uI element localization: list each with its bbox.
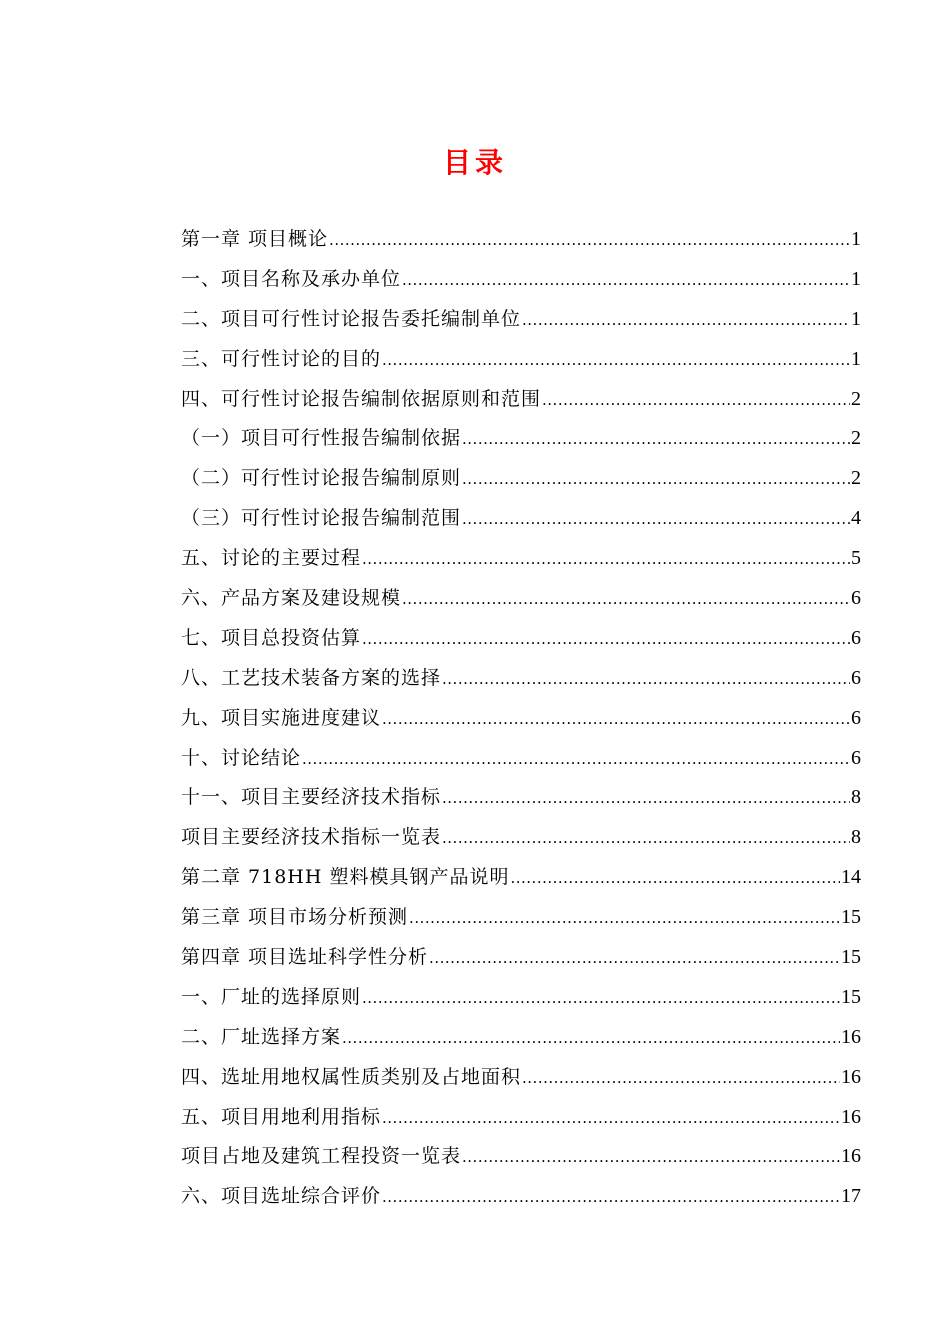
toc-entry-page: 2 [851, 467, 861, 490]
toc-dot-leader [442, 660, 850, 700]
toc-entry-label: 四、可行性讨论报告编制依据原则和范围 [181, 387, 542, 410]
toc-entry-label: 八、工艺技术装备方案的选择 [181, 666, 442, 689]
toc-dot-leader [382, 1178, 840, 1218]
toc-entry-label: 二、项目可行性讨论报告委托编制单位 [181, 307, 522, 330]
toc-entry[interactable] [181, 459, 861, 499]
toc-dot-leader [382, 700, 850, 740]
toc-entry-label: 一、厂址的选择原则 [181, 985, 362, 1008]
toc-entry[interactable] [181, 978, 861, 1018]
toc-entry[interactable] [181, 1058, 861, 1098]
toc-dot-leader [382, 1099, 840, 1139]
toc-entry[interactable] [181, 419, 861, 459]
toc-entry-label: 第一章 项目概论 [181, 228, 329, 250]
toc-entry[interactable] [181, 220, 861, 260]
toc-entry-page: 2 [851, 427, 861, 450]
toc-entry-page: 8 [851, 826, 861, 849]
toc-dot-leader [462, 1138, 840, 1178]
toc-list [181, 220, 861, 1217]
toc-entry-label: 四、选址用地权属性质类别及占地面积 [181, 1065, 522, 1088]
toc-entry[interactable] [181, 898, 861, 938]
toc-entry[interactable] [181, 579, 861, 619]
toc-entry-page: 1 [851, 267, 861, 290]
toc-dot-leader [429, 939, 840, 979]
toc-entry-page: 15 [841, 946, 861, 969]
toc-dot-leader [442, 779, 850, 819]
toc-dot-leader [402, 261, 850, 301]
toc-dot-leader [362, 620, 850, 660]
toc-dot-leader [442, 819, 850, 859]
toc-entry[interactable] [181, 260, 861, 300]
toc-entry-label: 项目占地及建筑工程投资一览表 [181, 1145, 462, 1168]
toc-entry-label: （三）可行性讨论报告编制范围 [181, 507, 462, 530]
toc-entry-page: 5 [851, 547, 861, 570]
toc-dot-leader [382, 341, 850, 381]
toc-dot-leader [302, 740, 850, 780]
toc-entry[interactable] [181, 818, 861, 858]
toc-entry-page: 6 [851, 666, 861, 689]
toc-entry-label: 五、讨论的主要过程 [181, 547, 362, 570]
toc-entry[interactable] [181, 1137, 861, 1177]
toc-entry-label: 六、项目选址综合评价 [181, 1185, 382, 1208]
toc-entry-label: 七、项目总投资估算 [181, 626, 362, 649]
toc-entry-page: 6 [851, 587, 861, 610]
toc-dot-leader [462, 460, 850, 500]
toc-dot-leader [522, 1059, 840, 1099]
toc-entry[interactable] [181, 858, 861, 898]
toc-dot-leader [342, 1019, 840, 1059]
toc-entry-label: 十、讨论结论 [181, 746, 302, 769]
toc-entry-page: 16 [841, 1065, 861, 1088]
toc-entry[interactable] [181, 938, 861, 978]
toc-entry-label: （二）可行性讨论报告编制原则 [181, 467, 462, 490]
toc-dot-leader [462, 420, 850, 460]
toc-entry[interactable] [181, 300, 861, 340]
toc-entry[interactable] [181, 380, 861, 420]
toc-entry-page: 8 [851, 786, 861, 809]
toc-dot-leader [362, 540, 850, 580]
toc-entry-page: 1 [851, 307, 861, 330]
toc-entry-page: 6 [851, 626, 861, 649]
toc-dot-leader [542, 381, 850, 421]
toc-entry-page: 17 [841, 1185, 861, 1208]
toc-dot-leader [409, 899, 840, 939]
toc-entry-page: 16 [841, 1145, 861, 1168]
toc-entry-page: 4 [851, 507, 861, 530]
toc-entry-page: 15 [841, 985, 861, 1008]
toc-entry[interactable] [181, 1018, 861, 1058]
toc-entry-page: 6 [851, 746, 861, 769]
toc-dot-leader [329, 221, 850, 261]
toc-dot-leader [510, 859, 840, 899]
toc-entry[interactable] [181, 699, 861, 739]
toc-entry-label: 五、项目用地利用指标 [181, 1105, 382, 1128]
toc-entry-label: 第二章 718HH 塑料模具钢产品说明 [181, 866, 510, 889]
toc-entry-page: 14 [841, 866, 861, 889]
toc-entry[interactable] [181, 659, 861, 699]
toc-entry-label: 十一、项目主要经济技术指标 [181, 786, 442, 809]
toc-entry-page: 2 [851, 387, 861, 410]
toc-entry-page: 15 [841, 906, 861, 929]
toc-entry-page: 16 [841, 1025, 861, 1048]
toc-entry[interactable] [181, 619, 861, 659]
toc-entry-page: 16 [841, 1105, 861, 1128]
toc-entry[interactable] [181, 778, 861, 818]
toc-entry-label: 三、可行性讨论的目的 [181, 347, 382, 370]
toc-entry-page: 6 [851, 706, 861, 729]
toc-entry-page: 1 [851, 347, 861, 370]
toc-entry[interactable] [181, 1098, 861, 1138]
toc-entry[interactable] [181, 1177, 861, 1217]
toc-entry[interactable] [181, 739, 861, 779]
toc-entry-page: 1 [851, 228, 861, 250]
toc-entry[interactable] [181, 539, 861, 579]
toc-entry-label: 一、项目名称及承办单位 [181, 267, 402, 290]
toc-entry-label: 二、厂址选择方案 [181, 1025, 342, 1048]
toc-title: 目录 [442, 146, 507, 179]
toc-entry-label: 六、产品方案及建设规模 [181, 587, 402, 610]
toc-entry-label: 九、项目实施进度建议 [181, 706, 382, 729]
toc-entry-label: 第四章 项目选址科学性分析 [181, 946, 429, 969]
toc-dot-leader [362, 979, 840, 1019]
toc-entry-label: 第三章 项目市场分析预测 [181, 906, 409, 929]
toc-dot-leader [522, 301, 850, 341]
toc-entry[interactable] [181, 340, 861, 380]
toc-entry-label: （一）项目可行性报告编制依据 [181, 427, 462, 450]
toc-entry[interactable] [181, 499, 861, 539]
toc-dot-leader [462, 500, 850, 540]
toc-entry-label: 项目主要经济技术指标一览表 [181, 826, 442, 849]
toc-dot-leader [402, 580, 850, 620]
